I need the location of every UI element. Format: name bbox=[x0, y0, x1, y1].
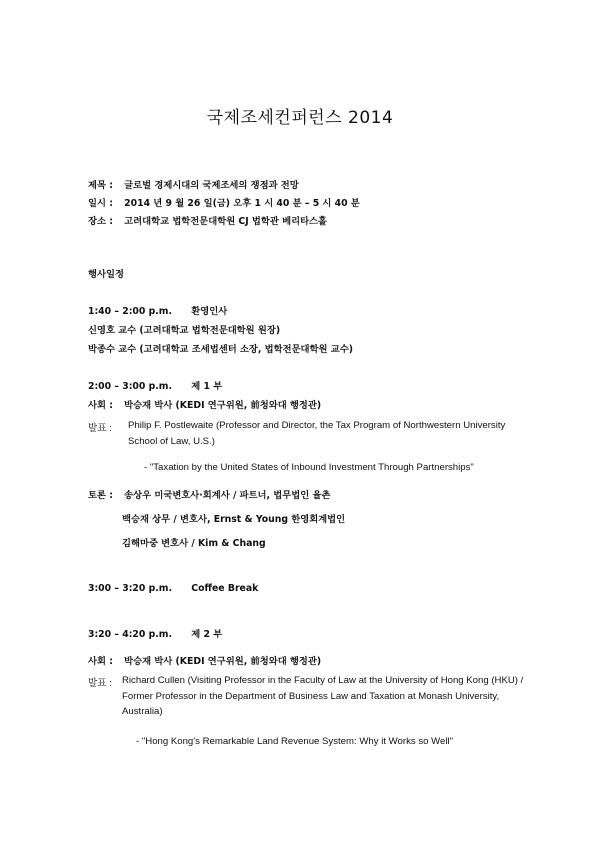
session2-header bbox=[88, 378, 222, 392]
subject-label: 제목 : bbox=[88, 180, 113, 191]
session2-moderator: 박승재 박사 (KEDI 연구위원, 前청와대 행정관) bbox=[124, 400, 322, 411]
place-label: 장소 : bbox=[88, 216, 113, 227]
session3-header bbox=[88, 583, 258, 594]
session2-time: 2:00 – 3:00 p.m. bbox=[88, 381, 173, 392]
session4-title: 제 2 부 bbox=[191, 629, 223, 640]
page-title: 국제조세컨퍼런스 2014 bbox=[206, 108, 394, 128]
session4-presenter-label: 발표 : bbox=[88, 678, 112, 689]
date-label: 일시 : bbox=[88, 198, 113, 209]
schedule-heading: 행사일정 bbox=[88, 269, 124, 280]
session2-topic: - "Taxation by the United States of Inbound Investment Through Partnerships" bbox=[144, 462, 474, 473]
session4-moderator: 박승재 박사 (KEDI 연구위원, 前청와대 행정관) bbox=[124, 656, 322, 667]
session4-time: 3:20 – 4:20 p.m. bbox=[88, 629, 173, 640]
date-line bbox=[88, 195, 360, 209]
session3-title: Coffee Break bbox=[191, 583, 259, 594]
date-text: 2014 년 9 월 26 일(금) 오후 1 시 40 분 – 5 시 40 분 bbox=[124, 198, 360, 209]
session1-speaker1: 신영호 교수 (고려대학교 법학전문대학원 원장) bbox=[88, 325, 281, 336]
session1-speaker2: 박종수 교수 (고려대학교 조세법센터 소장, 법학전문대학원 교수) bbox=[88, 344, 353, 355]
session2-presenter-label: 발표 : bbox=[88, 423, 112, 434]
session1-time: 1:40 – 2:00 p.m. bbox=[88, 306, 173, 317]
session3-time: 3:00 – 3:20 p.m. bbox=[88, 583, 173, 594]
session2-panel3: 김해마중 변호사 / Kim & Chang bbox=[122, 538, 266, 549]
place-line bbox=[88, 213, 327, 227]
subject-text: 글로벌 경제시대의 국제조세의 쟁점과 전망 bbox=[124, 180, 299, 191]
session2-panel2: 백승재 상무 / 변호사, Ernst & Young 한영회계법인 bbox=[122, 514, 346, 525]
session2-title: 제 1 부 bbox=[191, 381, 223, 392]
session1-header bbox=[88, 303, 227, 317]
session4-topic: - "Hong Kong's Remarkable Land Revenue System: Why it Works so Well" bbox=[136, 736, 454, 747]
session4-moderator-label: 사회 : bbox=[88, 656, 113, 667]
session2-moderator-label: 사회 : bbox=[88, 400, 113, 411]
session2-presenter: Philip F. Postlewaite (Professor and Director, the Tax Program of Northwestern University School of Law, U.S.) bbox=[128, 420, 506, 447]
session2-moderator-line bbox=[88, 397, 321, 411]
subject-line bbox=[88, 177, 299, 191]
session2-panel1: 송상우 미국변호사·회계사 / 파트너, 법무법인 율촌 bbox=[124, 490, 331, 501]
session2-panel-line bbox=[88, 487, 330, 501]
session2-panel-label: 토론 : bbox=[88, 490, 113, 501]
place-text: 고려대학교 법학전문대학원 CJ 법학관 베리타스홀 bbox=[124, 216, 328, 227]
session4-presenter: Richard Cullen (Visiting Professor in the Faculty of Law at the University of Hong Kong (HKU) / Former Professor in the Department of Business Law and Taxation at Monash University, Australia) bbox=[122, 675, 524, 717]
session4-moderator-line bbox=[88, 653, 321, 667]
session1-title: 환영인사 bbox=[191, 306, 228, 317]
session4-header bbox=[88, 626, 222, 640]
